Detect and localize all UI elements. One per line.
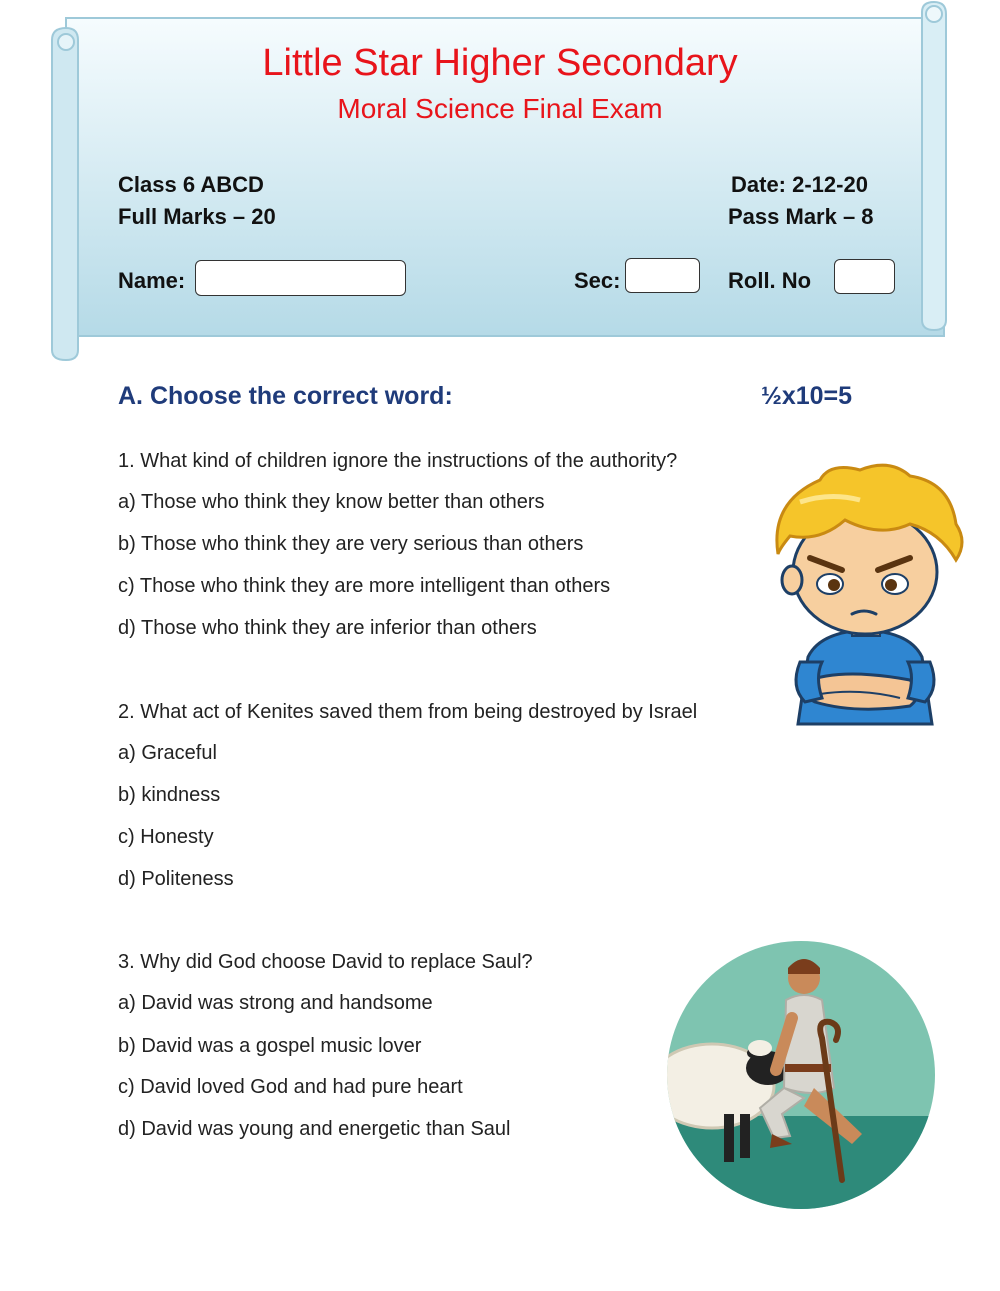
date-label: Date: 2-12-20 [731,172,868,197]
roll-label: Roll. No [728,268,812,293]
sec-input-box[interactable] [625,258,700,293]
section-title: A. Choose the correct word: [118,382,453,410]
question-3-option-c[interactable]: c) David loved God and had pure heart [118,1076,463,1098]
scroll-banner [0,0,1000,370]
exam-title: Moral Science Final Exam [337,93,663,124]
question-3-text: 3. Why did God choose David to replace Saul? [118,951,533,973]
angry-boy-illustration [760,462,970,734]
question-3-option-d[interactable]: d) David was young and energetic than Saul [118,1118,511,1140]
full-marks-label: Full Marks – 20 [118,204,276,229]
name-label: Name: [118,268,186,293]
class-label: Class 6 ABCD [118,172,264,197]
question-3-option-b[interactable]: b) David was a gospel music lover [118,1035,422,1057]
roll-input-box[interactable] [834,259,895,294]
question-1-option-b[interactable]: b) Those who think they are very serious than others [118,533,584,555]
question-1-option-c[interactable]: c) Those who think they are more intelligent than others [118,575,611,597]
question-3-option-a[interactable]: a) David was strong and handsome [118,992,433,1014]
question-2-option-a[interactable]: a) Graceful [118,742,217,764]
question-2-option-d[interactable]: d) Politeness [118,868,234,890]
question-1-option-a[interactable]: a) Those who think they know better than others [118,491,545,513]
question-2-option-b[interactable]: b) kindness [118,784,221,806]
school-title: Little Star Higher Secondary [262,42,738,84]
question-2-option-c[interactable]: c) Honesty [118,826,214,848]
question-1-text: 1. What kind of children ignore the instructions of the authority? [118,450,678,472]
sec-label: Sec: [574,268,621,293]
question-1-option-d[interactable]: d) Those who think they are inferior than others [118,617,537,639]
pass-mark-label: Pass Mark – 8 [728,204,874,229]
section-marks: ½x10=5 [761,382,853,410]
question-2-text: 2. What act of Kenites saved them from being destroyed by Israel [118,701,698,723]
david-with-sheep-illustration [664,938,938,1212]
name-input-box[interactable] [195,260,406,296]
